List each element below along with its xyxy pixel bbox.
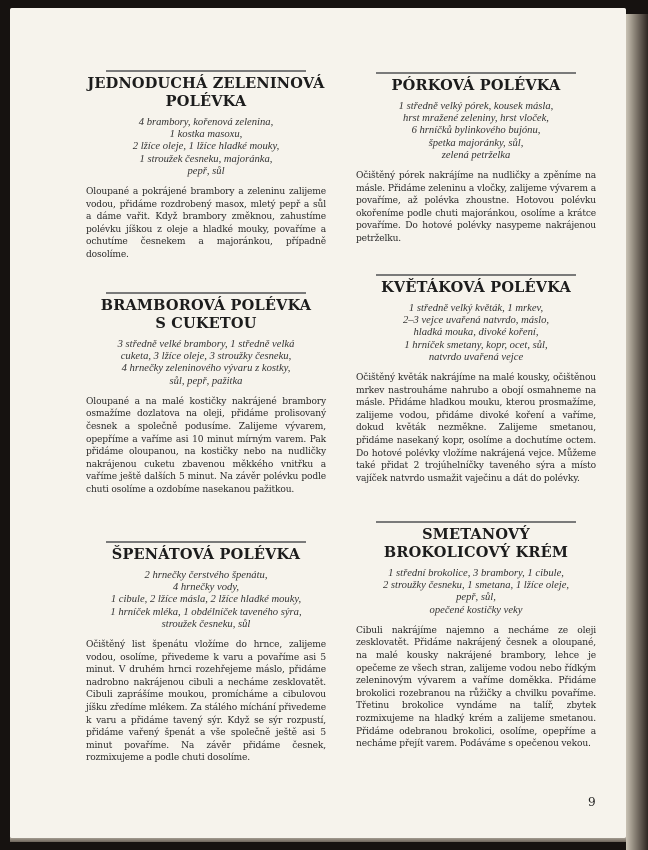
recipe-instructions: Oloupané a pokrájené brambory a zeleninu zalijeme vodou, přidáme rozdrobený masox, mletý pepř a sůl a dáme vařit. Když brambory změknou, zahustíme polévku jíškou z oleje a hladké mouky, povaříme a ochutíme česnekem a majoránkou, případně dosolíme. bbox=[86, 187, 326, 260]
title-rule bbox=[106, 292, 306, 294]
recipe-title bbox=[356, 526, 596, 562]
recipe-title bbox=[86, 546, 326, 564]
ingredient-list bbox=[86, 117, 326, 178]
recipe-title-line: POLÉVKA bbox=[165, 93, 247, 110]
recipe-kvetakova bbox=[356, 274, 596, 485]
recipe-bramborova-s-cuketou bbox=[86, 292, 326, 497]
recipe-jednoducha-zeleninova bbox=[86, 70, 326, 262]
recipe-title-line: BRAMBOROVÁ POLÉVKA bbox=[100, 297, 312, 314]
recipe-smetanovy-brokolicovy-krem bbox=[356, 521, 596, 751]
ingredient-line: 1 kostka masoxu, bbox=[169, 129, 243, 141]
ingredient-line: hladká mouka, divoké koření, bbox=[413, 327, 539, 339]
ingredient-line: 1 hrníček smetany, kopr, ocet, sůl, bbox=[404, 339, 548, 351]
title-rule bbox=[106, 541, 306, 543]
recipe-title bbox=[86, 75, 326, 111]
recipe-title-line: S CUKETOU bbox=[155, 315, 257, 332]
ingredient-line: hrst mražené zeleniny, hrst vloček, bbox=[403, 113, 549, 125]
ingredient-line: 6 hrníčků bylinkového bujónu, bbox=[411, 125, 541, 137]
title-rule bbox=[376, 274, 576, 276]
ingredient-line: opečené kostičky veky bbox=[429, 604, 523, 616]
recipe-title-line: SMETANOVÝ bbox=[422, 526, 530, 543]
ingredient-list bbox=[356, 101, 596, 162]
ingredient-line: 1 středně velký květák, 1 mrkev, bbox=[408, 303, 544, 314]
recipe-title-line: PÓRKOVÁ POLÉVKA bbox=[391, 77, 561, 94]
ingredient-list bbox=[356, 303, 596, 364]
ingredient-line: natvrdo uvařená vejce bbox=[428, 351, 524, 363]
book-page bbox=[10, 8, 626, 838]
recipe-title bbox=[356, 279, 596, 297]
ingredient-line: zelená petrželka bbox=[441, 149, 511, 161]
ingredient-line: 1 střední brokolice, 3 brambory, 1 cibule, bbox=[388, 568, 564, 579]
ingredient-line: 2 hrnečky čerstvého špenátu, bbox=[144, 570, 268, 581]
title-rule bbox=[376, 521, 576, 523]
recipe-spenatova bbox=[86, 541, 326, 765]
recipe-porkova bbox=[356, 72, 596, 246]
ingredient-line: 4 hrnečky zeleninového vývaru z kostky, bbox=[121, 363, 291, 375]
ingredient-line: sůl, pepř, pažitka bbox=[169, 375, 243, 387]
recipe-title bbox=[356, 77, 596, 95]
recipe-instructions: Oloupané a na malé kostičky nakrájené brambory osmažíme dozlatova na oleji, přidáme prolisovaný česnek a společně podusíme. Zalijeme vývarem, opepříme a vaříme asi 10 minut mírným varem. Pak přidáme oloupanou, na kostičky nebo na nudličky nakrájenou cuketu zbavenou měkkého vnitřku a vaříme ještě dalších 5 minut. Na závěr polévku podle chuti osolíme a ozdobíme nasekanou pažitkou. bbox=[86, 396, 326, 495]
recipe-instructions: Cibuli nakrájíme najemno a necháme ze oleji zesklovatět. Přidáme nakrájený česnek a oloupané, na malé kousky nakrájené brambory, lehce je opečeme ze všech stran, zalijeme vodou nebo řídkým zeleninovým vývarem a vaříme doměkka. Přidáme brokolici rozebranou na růžičky a chvilku povaříme. Třetinu brokolice vyndáme na talíř, zbytek rozmixujeme na hladký krém a zalijeme smetanou. Přidáme odebranou brokolici, osolíme, opepříme a necháme přejít varem. Podáváme s opečenou vekou. bbox=[356, 625, 596, 750]
page-number: 9 bbox=[588, 795, 596, 809]
recipe-instructions: Očištěný květák nakrájíme na malé kousky, očištěnou mrkev nastrouháme nahrubo a obojí osmahneme na másle. Přidáme hladkou mouku, kterou prosmažíme, zalijeme vodou, přidáme divoké koření a vaříme, dokud květák nezměkne. Zalijeme smetanou, přidáme nasekaný kopr, osolíme a dochutíme octem. Do hotové polévky vložíme nakrájená vejce. Můžeme také přidat 2 trojúhelníčky taveného sýra a místo vajíček natvrdo usmažit vaječinu a dát do polévky. bbox=[356, 373, 596, 484]
ingredient-list bbox=[86, 570, 326, 631]
recipe-title bbox=[86, 297, 326, 333]
ingredient-line: 4 hrnečky vody, bbox=[172, 582, 240, 594]
ingredient-line: stroužek česneku, sůl bbox=[161, 618, 251, 630]
page-curl-shadow bbox=[626, 14, 648, 850]
ingredient-line: pepř, sůl bbox=[187, 165, 225, 177]
recipe-instructions: Očištěný list špenátu vložíme do hrnce, zalijeme vodou, osolíme, přivedeme k varu a povaříme asi 5 minut. V druhém hrnci rozehřejeme máslo, přidáme nadrobno nakrájenou cibuli a necháme zesklovatět. Cibuli zaprášíme moukou, promícháme a cibulovou jíšku zředíme mlékem. Za stálého míchání přivedeme k varu a přidáme tavený sýr. Když se sýr rozpustí, přidáme vařený špenát a vše společně ještě asi 5 minut povaříme. Na závěr přidáme česnek, rozmixujeme a podle chuti dosolíme. bbox=[86, 640, 326, 764]
recipe-title-line: KVĚTÁKOVÁ POLÉVKA bbox=[381, 279, 571, 296]
title-rule bbox=[106, 70, 306, 72]
recipe-instructions: Očištěný pórek nakrájíme na nudličky a zpěníme na másle. Přidáme zeleninu a vločky, zalijeme vývarem a povaříme, až polévka zhoustne. Hotovou polévku okořeníme podle chuti majoránkou, osolíme a krátce povaříme. Do hotové polévky nasypeme nakrájenou petrželku. bbox=[356, 171, 596, 244]
ingredient-line: 2 stroužky česneku, 1 smetana, 1 lžíce oleje, bbox=[382, 580, 570, 592]
ingredient-line: 1 středně velký pórek, kousek másla, bbox=[398, 101, 554, 112]
ingredient-line: 3 středně velké brambory, 1 středně velká bbox=[117, 339, 295, 350]
recipe-title-line: ŠPENÁTOVÁ POLÉVKA bbox=[111, 546, 301, 563]
title-rule bbox=[376, 72, 576, 74]
ingredient-line: 2–3 vejce uvařená natvrdo, máslo, bbox=[402, 315, 550, 327]
ingredient-line: pepř, sůl, bbox=[456, 592, 496, 604]
recipe-title-line: BROKOLICOVÝ KRÉM bbox=[383, 544, 569, 561]
ingredient-list bbox=[356, 568, 596, 617]
ingredient-line: špetka majoránky, sůl, bbox=[428, 137, 524, 149]
recipe-title-line: JEDNODUCHÁ ZELENINOVÁ bbox=[87, 75, 325, 92]
ingredient-line: 4 brambory, kořenová zelenina, bbox=[138, 117, 274, 128]
ingredient-line: 1 hrníček mléka, 1 obdélníček taveného sýra, bbox=[110, 606, 302, 618]
ingredient-line: 1 cibule, 2 lžíce másla, 2 lžíce hladké mouky, bbox=[110, 594, 302, 606]
ingredient-line: cuketa, 3 lžíce oleje, 3 stroužky česneku, bbox=[120, 351, 292, 363]
ingredient-list bbox=[86, 339, 326, 388]
ingredient-line: 2 lžíce oleje, 1 lžíce hladké mouky, bbox=[132, 141, 280, 153]
ingredient-line: 1 stroužek česneku, majoránka, bbox=[139, 153, 273, 165]
